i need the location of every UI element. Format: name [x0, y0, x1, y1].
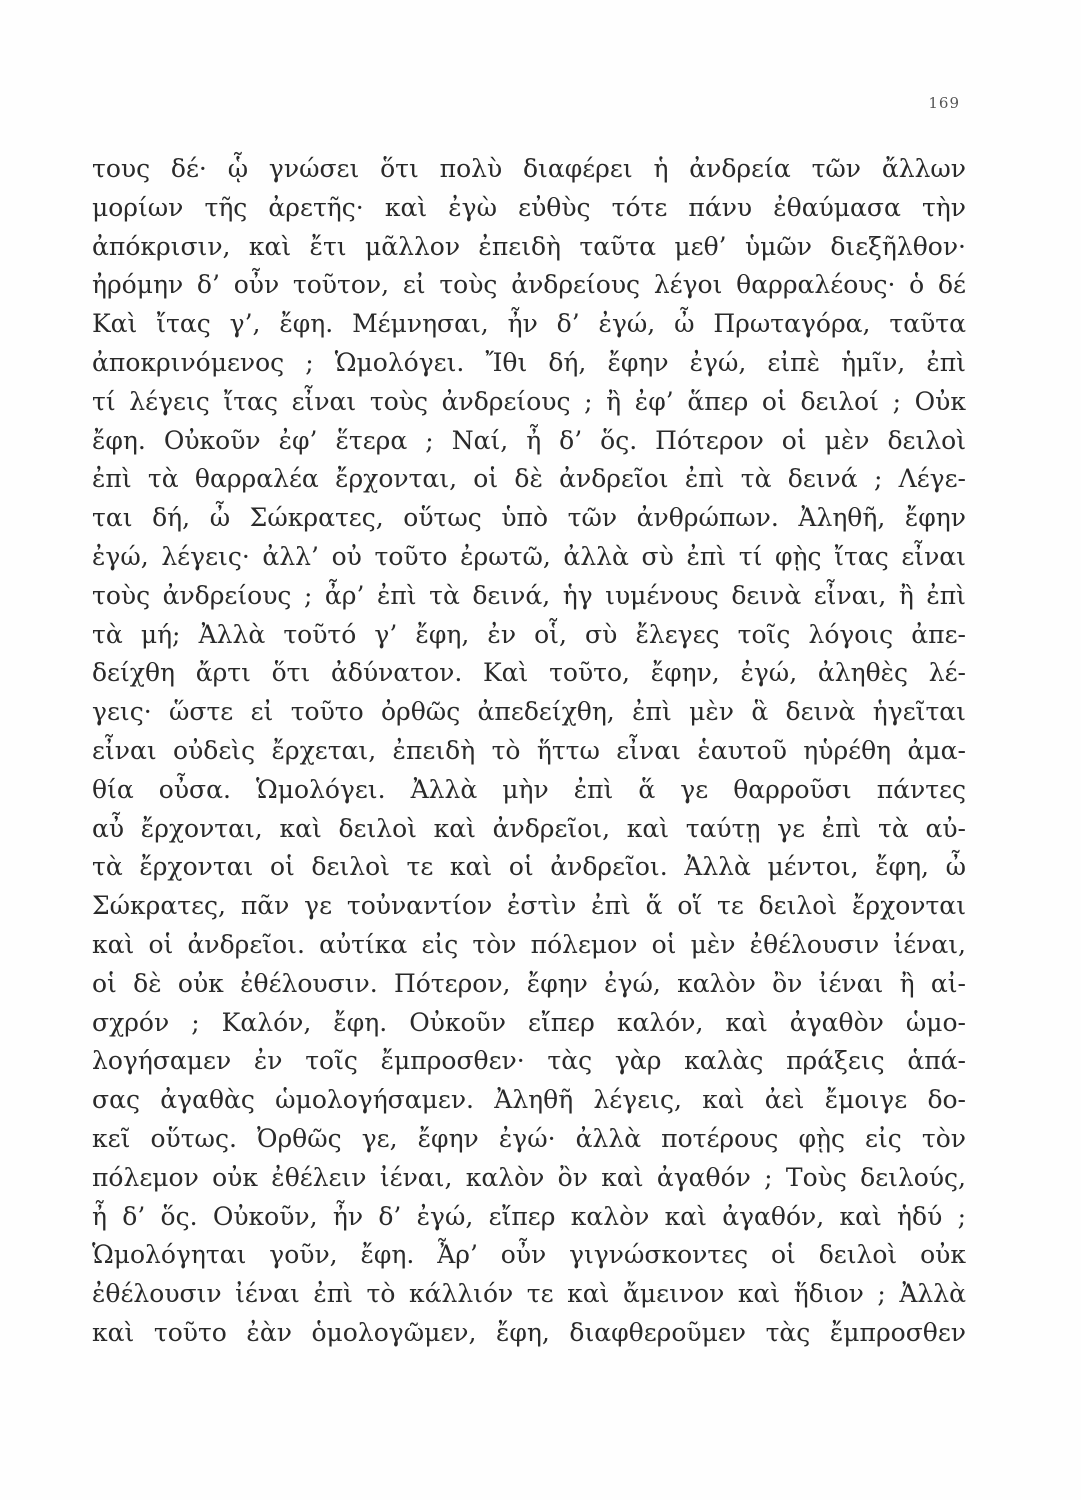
text-line: οἱ δὲ οὐκ ἐθέλουσιν. Πότερον, ἔφην ἐγώ, καλὸν ὂν ἰέναι ἢ αἰ-: [92, 968, 966, 998]
text-line: ἔφη. Οὐκοῦν ἐφ’ ἕτερα ; Ναί, ἦ δ’ ὅς. Πότερον οἱ μὲν δειλοὶ: [92, 425, 966, 455]
text-line: Σώκρατες, πᾶν γε τοὐναντίον ἐστὶν ἐπὶ ἅ οἵ τε δειλοὶ ἔρχονται: [92, 891, 966, 921]
text-line: Ὡμολόγηται γοῦν, ἔφη. Ἆρ’ οὖν γιγνώσκοντες οἱ δειλοὶ οὐκ: [92, 1240, 966, 1270]
text-line: πόλεμον οὐκ ἐθέλειν ἰέναι, καλὸν ὂν καὶ ἀγαθόν ; Τοὺς δειλούς,: [92, 1162, 966, 1192]
text-line: δείχθη ἄρτι ὅτι ἀδύνατον. Καὶ τοῦτο, ἔφην, ἐγώ, ἀληθὲς λέ-: [92, 658, 966, 688]
text-line: αὖ ἔρχονται, καὶ δειλοὶ καὶ ἀνδρεῖοι, καὶ ταύτῃ γε ἐπὶ τὰ αὐ-: [92, 813, 966, 843]
text-line: τὰ ἔρχονται οἱ δειλοὶ τε καὶ οἱ ἀνδρεῖοι. Ἀλλὰ μέντοι, ἔφη, ὦ: [92, 852, 966, 882]
text-line: ἦ δ’ ὅς. Οὐκοῦν, ἦν δ’ ἐγώ, εἴπερ καλὸν καὶ ἀγαθόν, καὶ ἡδύ ;: [92, 1201, 966, 1231]
text-line: Καὶ ἴτας γ’, ἔφη. Μέμνησαι, ἦν δ’ ἐγώ, ὦ Πρωταγόρα, ταῦτα: [92, 309, 966, 339]
text-line: ἐγώ, λέγεις· ἀλλ’ οὐ τοῦτο ἐρωτῶ, ἀλλὰ σὺ ἐπὶ τί φῂς ἴτας εἶναι: [92, 541, 966, 571]
text-line: θία οὖσα. Ὡμολόγει. Ἀλλὰ μὴν ἐπὶ ἅ γε θαρροῦσι πάντες: [92, 774, 966, 804]
body-text: [92, 150, 966, 1353]
text-line: ἐθέλουσιν ἰέναι ἐπὶ τὸ κάλλιόν τε καὶ ἄμεινον καὶ ἥδιον ; Ἀλλὰ: [92, 1279, 966, 1309]
text-line: καὶ τοῦτο ἐὰν ὁμολογῶμεν, ἔφη, διαφθεροῦμεν τὰς ἔμπροσθεν: [92, 1317, 966, 1347]
text-line: σχρόν ; Καλόν, ἔφη. Οὐκοῦν εἴπερ καλόν, καὶ ἀγαθὸν ὡμο-: [92, 1007, 966, 1037]
text-line: τὰ μή; Ἀλλὰ τοῦτό γ’ ἔφη, ἐν οἷ, σὺ ἔλεγες τοῖς λόγοις ἀπε-: [92, 619, 966, 649]
text-line: ἐπὶ τὰ θαρραλέα ἔρχονται, οἱ δὲ ἀνδρεῖοι ἐπὶ τὰ δεινά ; Λέγε-: [92, 464, 966, 494]
text-line: λογήσαμεν ἐν τοῖς ἔμπροσθεν· τὰς γὰρ καλὰς πράξεις ἁπά-: [92, 1046, 966, 1076]
text-line: καὶ οἱ ἀνδρεῖοι. αὐτίκα εἰς τὸν πόλεμον οἱ μὲν ἐθέλουσιν ἰέναι,: [92, 929, 966, 959]
text-line: τί λέγεις ἴτας εἶναι τοὺς ἀνδρείους ; ἢ ἐφ’ ἅπερ οἱ δειλοί ; Οὐκ: [92, 386, 966, 416]
text-line: σας ἀγαθὰς ὡμολογήσαμεν. Ἀληθῆ λέγεις, καὶ ἀεὶ ἔμοιγε δο-: [92, 1085, 966, 1115]
text-line: ἀποκρινόμενος ; Ὡμολόγει. Ἴθι δή, ἔφην ἐγώ, εἰπὲ ἡμῖν, ἐπὶ: [92, 347, 966, 377]
text-line: εἶναι οὐδεὶς ἔρχεται, ἐπειδὴ τὸ ἥττω εἶναι ἑαυτοῦ ηὑρέθη ἀμα-: [92, 735, 966, 765]
text-line: τοὺς ἀνδρείους ; ἆρ’ ἐπὶ τὰ δεινά, ἡγ ιυμένους δεινὰ εἶναι, ἢ ἐπὶ: [92, 580, 966, 610]
text-line: γεις· ὥστε εἰ τοῦτο ὀρθῶς ἀπεδείχθη, ἐπὶ μὲν ἃ δεινὰ ἡγεῖται: [92, 697, 966, 727]
text-line: κεῖ οὕτως. Ὀρθῶς γε, ἔφην ἐγώ· ἀλλὰ ποτέρους φῂς εἰς τὸν: [92, 1123, 966, 1153]
text-line: τους δέ· ᾧ γνώσει ὅτι πολὺ διαφέρει ἡ ἀνδρεία τῶν ἄλλων: [92, 154, 966, 183]
page-number: 169: [928, 94, 960, 112]
text-line: ἀπόκρισιν, καὶ ἔτι μᾶλλον ἐπειδὴ ταῦτα μεθ’ ὑμῶν διεξῆλθον·: [92, 231, 966, 261]
text-line: ἠρόμην δ’ οὖν τοῦτον, εἰ τοὺς ἀνδρείους λέγοι θαρραλέους· ὁ δέ: [92, 270, 966, 300]
text-line: μορίων τῆς ἀρετῆς· καὶ ἐγὼ εὐθὺς τότε πάνυ ἐθαύμασα τὴν: [92, 192, 966, 222]
text-line: ται δή, ὦ Σώκρατες, οὕτως ὑπὸ τῶν ἀνθρώπων. Ἀληθῆ, ἔφην: [92, 503, 966, 533]
